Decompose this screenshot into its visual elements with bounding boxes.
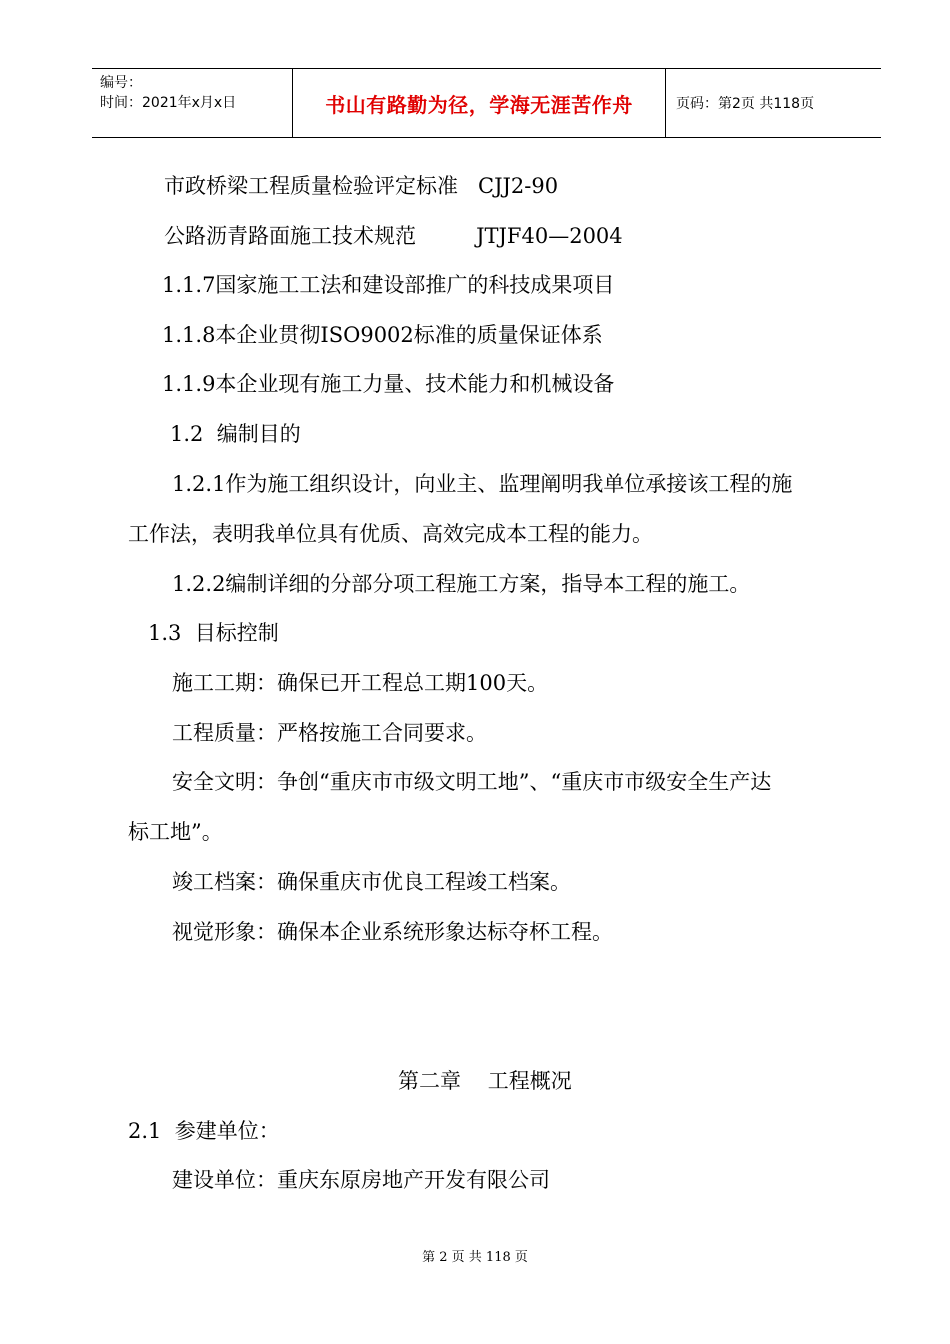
text-line: 安全文明：争创“重庆市市级文明工地”、“重庆市市级安全生产达 bbox=[172, 770, 772, 794]
text-line: 1.1.7国家施工工法和建设部推广的科技成果项目 bbox=[162, 273, 615, 297]
section-heading: 2.1 参建单位： bbox=[128, 1119, 280, 1143]
text-line: 施工工期：确保已开工程总工期100天。 bbox=[172, 671, 549, 695]
text-line: 1.1.9本企业现有施工力量、技术能力和机械设备 bbox=[162, 372, 615, 396]
header-motto: 书山有路勤为径，学海无涯苦作舟 bbox=[293, 69, 666, 137]
text-line: 竣工档案：确保重庆市优良工程竣工档案。 bbox=[172, 870, 571, 894]
section-heading: 1.3 目标控制 bbox=[148, 621, 279, 645]
text-line: 1.1.8本企业贯彻ISO9002标准的质量保证体系 bbox=[162, 323, 603, 347]
document-time-label: 时间：2021年x月x日 bbox=[100, 95, 237, 111]
text-line: 公路沥青路面施工技术规范 JTJF40—2004 bbox=[164, 224, 623, 248]
text-line: 建设单位：重庆东原房地产开发有限公司 bbox=[172, 1168, 550, 1192]
document-number-label: 编号： bbox=[100, 75, 142, 91]
text-line: 工程质量：严格按施工合同要求。 bbox=[172, 721, 487, 745]
header-meta-cell bbox=[92, 69, 293, 137]
text-line: 视觉形象：确保本企业系统形象达标夺杯工程。 bbox=[172, 920, 613, 944]
text-line: 市政桥梁工程质量检验评定标准 CJJ2-90 bbox=[164, 174, 559, 198]
text-line: 工作法，表明我单位具有优质、高效完成本工程的能力。 bbox=[128, 522, 653, 546]
text-line: 1.2.2编制详细的分部分项工程施工方案，指导本工程的施工。 bbox=[172, 572, 751, 596]
text-line: 1.2.1作为施工组织设计，向业主、监理阐明我单位承接该工程的施 bbox=[172, 472, 793, 496]
page-footer: 第 2 页 共 118 页 bbox=[422, 1250, 528, 1265]
header-table bbox=[92, 68, 881, 138]
chapter-title: 第二章 工程概况 bbox=[398, 1069, 572, 1093]
text-line: 标工地”。 bbox=[128, 820, 223, 844]
header-page-info: 页码：第2页 共118页 bbox=[676, 96, 815, 112]
section-heading: 1.2 编制目的 bbox=[170, 422, 301, 446]
